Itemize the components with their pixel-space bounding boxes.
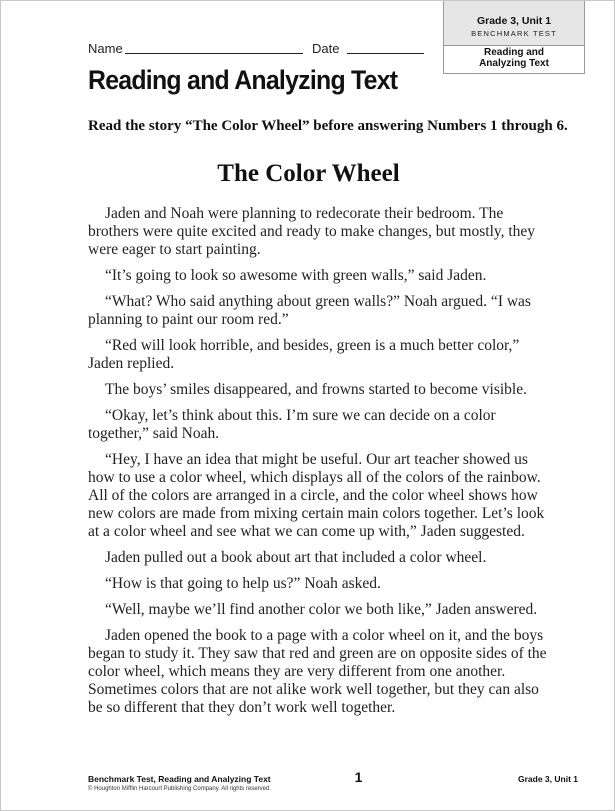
story-paragraph: “How is that going to help us?” Noah asked. bbox=[105, 575, 381, 592]
story-paragraph: The boys’ smiles disappeared, and frowns started to become visible. bbox=[105, 381, 527, 398]
section-label bbox=[444, 47, 584, 69]
date-line bbox=[347, 53, 424, 54]
section-line-2: Analyzing Text bbox=[479, 58, 549, 69]
story-paragraph: Jaden and Noah were planning to redecorate their bedroom. The brothers were quite excited and ready to make changes, but mostly, they were eager to start painting. bbox=[88, 205, 536, 258]
name-field[interactable] bbox=[88, 41, 123, 56]
date-label: Date bbox=[312, 41, 340, 56]
name-label: Name bbox=[88, 41, 123, 56]
name-line bbox=[125, 53, 303, 54]
story-paragraph: Jaden pulled out a book about art that included a color wheel. bbox=[105, 549, 487, 566]
story-paragraph: “Well, maybe we’ll find another color we both like,” Jaden answered. bbox=[105, 601, 538, 618]
page-number: 1 bbox=[354, 769, 363, 785]
section-line-1: Reading and bbox=[483, 47, 544, 58]
benchmark-test-label: BENCHMARK TEST bbox=[471, 29, 557, 38]
footer-test-name: Benchmark Test, Reading and Analyzing Text bbox=[88, 774, 271, 784]
story-body bbox=[88, 205, 548, 725]
story-paragraph: “Red will look horrible, and besides, green is a much better color,” Jaden replied. bbox=[88, 337, 520, 372]
story-paragraph: “What? Who said anything about green walls?” Noah argued. “I was planning to paint our room red.” bbox=[88, 293, 531, 328]
story-paragraph: Jaden opened the book to a page with a color wheel on it, and the boys began to study it. They saw that red and green are on opposite sides of the color wheel, which means they are very different from one another. Sometimes colors that are not alike work well together, but they can also be so different that they don’t work well together. bbox=[88, 627, 547, 716]
story-paragraph: “Okay, let’s think about this. I’m sure we can decide on a color together,” said Noah. bbox=[88, 407, 496, 442]
footer-copyright: © Houghton Mifflin Harcourt Publishing Company. All rights reserved. bbox=[88, 786, 271, 792]
page-title: Reading and Analyzing Text bbox=[88, 65, 398, 95]
story-paragraph: “Hey, I have an idea that might be useful. Our art teacher showed us how to use a color wheel, which displays all of the colors of the rainbow. All of the colors are arranged in a circle, and the color wheel shows how new colors are made from mixing certain main colors together. Let’s look at a color wheel and see what we can come up with,” Jaden suggested. bbox=[88, 451, 545, 540]
instructions: Read the story “The Color Wheel” before answering Numbers 1 through 6. bbox=[88, 118, 568, 134]
date-field[interactable] bbox=[312, 41, 339, 56]
story-title: The Color Wheel bbox=[217, 160, 400, 187]
grade-box bbox=[443, 1, 585, 74]
footer-grade-unit: Grade 3, Unit 1 bbox=[518, 774, 578, 784]
story-paragraph: “It’s going to look so awesome with green walls,” said Jaden. bbox=[105, 267, 487, 284]
grade-title: Grade 3, Unit 1 bbox=[476, 15, 552, 27]
